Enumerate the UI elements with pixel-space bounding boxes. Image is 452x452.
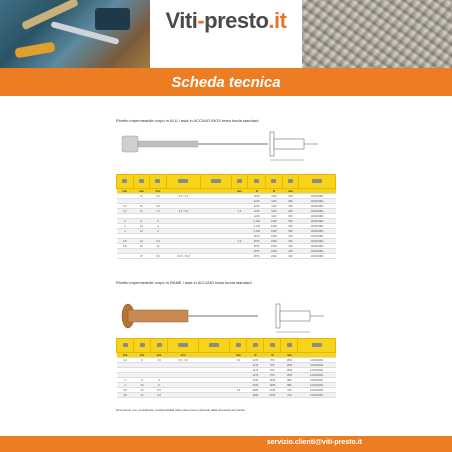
table-cell: 2320 — [266, 249, 283, 254]
table-cell: 1900 — [266, 219, 283, 224]
table-cell: 4 — [117, 378, 134, 383]
unit-cell: mm — [231, 189, 248, 194]
table-cell: 11 — [150, 244, 167, 249]
header-photo-tools — [0, 0, 150, 68]
table-cell: 4 — [117, 219, 134, 224]
page-title: Scheda tecnica — [171, 73, 281, 91]
brand-second: presto — [204, 8, 269, 33]
table-cell: 1201100R1 — [299, 249, 336, 254]
table-cell: 1201100R1 — [298, 393, 336, 398]
table-cell: 1110 — [266, 214, 283, 219]
unit-cell: mm — [281, 353, 298, 358]
table-cell: 8 — [133, 219, 150, 224]
table-cell: 6,5 — [151, 388, 168, 393]
table-cell: 1201100R1 — [299, 239, 336, 244]
table-cell: 4,9 — [231, 239, 248, 244]
table-cell: 3870 — [248, 234, 266, 239]
unit-cell: mm — [282, 189, 299, 194]
table-cell: 10 — [133, 224, 150, 229]
col-diameter-icon — [117, 175, 134, 189]
table-cell: 1201100R1 — [299, 244, 336, 249]
table-cell: 1201100R1 — [299, 254, 336, 259]
table-row — [117, 254, 336, 259]
table-cell: 230 — [282, 234, 299, 239]
table-cell: 870 — [264, 373, 281, 378]
unit-cell: mm — [134, 353, 151, 358]
table-cell: 1240 — [248, 209, 266, 214]
table-cell: 1201100R1 — [299, 224, 336, 229]
table-cell — [231, 254, 248, 259]
table-cell: 2190 — [264, 388, 281, 393]
table-cell: 960 — [282, 214, 299, 219]
table-cell: 7,0 — [150, 209, 167, 214]
unit-cell: N — [248, 189, 266, 194]
table-cell — [168, 393, 199, 398]
table-cell: 4,8 — [117, 244, 134, 249]
table-cell: 8 — [134, 378, 151, 383]
section1-title: Rivetto impermeabile corpo in ALU / asta in ACCIAIO INOX testa tonda standard — [116, 118, 259, 123]
table-cell: 230 — [282, 244, 299, 249]
table-cell: 960 — [282, 219, 299, 224]
footer-email-link[interactable]: servizio.clienti@viti-presto.it — [266, 439, 362, 446]
table-cell: 230 — [282, 239, 299, 244]
table-cell — [117, 254, 134, 259]
table-cell: 960 — [282, 229, 299, 234]
table-cell: 6 — [150, 229, 167, 234]
table-cell: 4,8 — [117, 239, 134, 244]
table-cell: 960 — [282, 224, 299, 229]
table-cell: 3870 — [248, 249, 266, 254]
table-cell: 1900 — [266, 229, 283, 234]
table-cell: 880 — [281, 378, 298, 383]
section1-table — [116, 174, 336, 259]
header-photo-screws — [302, 0, 452, 68]
table-cell: 4,5 — [150, 194, 167, 199]
table-cell: 1110 — [266, 194, 283, 199]
table-cell: 1110 — [266, 209, 283, 214]
table-cell: 8,0 — [150, 254, 167, 259]
table-cell: 4,8 — [117, 388, 134, 393]
table-cell: 4 — [117, 229, 134, 234]
table-cell: 960 — [282, 194, 299, 199]
unit-cell: N — [266, 189, 283, 194]
table-cell: 870 — [264, 368, 281, 373]
col-shear-icon — [247, 339, 264, 353]
table-cell: 1270 — [247, 358, 264, 363]
unit-cell: N — [247, 353, 264, 358]
table-cell: 1110 — [266, 199, 283, 204]
table-cell: 2190 — [264, 393, 281, 398]
table-cell: 960 — [282, 199, 299, 204]
col-length-icon — [133, 175, 150, 189]
table-cell: 1201100R1 — [298, 358, 336, 363]
table-cell: 1240 — [248, 204, 266, 209]
section2-table-body — [117, 358, 336, 398]
col-tensile-icon — [266, 175, 283, 189]
table-cell: 8 — [134, 358, 151, 363]
col-length-icon — [134, 339, 151, 353]
unit-cell: mm — [151, 353, 168, 358]
table-cell: 6,5 — [150, 239, 167, 244]
table-cell: 11 — [133, 209, 150, 214]
table-cell: 0,5 - 3,0 — [168, 358, 199, 363]
col-head-icon — [150, 175, 167, 189]
brand-dash: - — [197, 8, 205, 33]
table-cell: 3,3 — [231, 209, 248, 214]
table-cell: 1201100R1 — [299, 234, 336, 239]
table-cell: 6,5 — [151, 393, 168, 398]
table-cell: 230 — [282, 249, 299, 254]
unit-cell: mm — [168, 353, 199, 358]
table-cell: 1201100R1 — [299, 194, 336, 199]
table-cell: 1201100R1 — [299, 204, 336, 209]
table-cell: 3,2 — [117, 209, 134, 214]
table-cell: 12 — [134, 393, 151, 398]
disclaimer-text: Documento non contrattuale, la disponibilità delle varie misure dipende dalla domanda del cliente. — [116, 408, 246, 412]
table-cell: 6 — [150, 224, 167, 229]
section2-table — [116, 338, 336, 398]
col-diameter-icon — [117, 339, 134, 353]
table-cell: 1201100R1 — [298, 373, 336, 378]
table-cell: 1201100R1 — [298, 383, 336, 388]
table-cell: 1201100R1 — [299, 199, 336, 204]
unit-cell: mm — [117, 353, 134, 358]
table-cell: 2,130 — [248, 224, 266, 229]
table-cell: 3,2 — [117, 358, 134, 363]
table-cell: 870 — [264, 363, 281, 368]
table-cell: 4,5 - 6,0 — [166, 209, 200, 214]
table-cell: 3280 — [247, 393, 264, 398]
table-cell: 1500 — [281, 358, 298, 363]
table-cell: 1270 — [247, 368, 264, 373]
unit-cell: mm — [150, 189, 167, 194]
table-cell — [199, 393, 230, 398]
table-cell: 1270 — [247, 363, 264, 368]
table-cell: 27 — [133, 254, 150, 259]
table-cell: 3,2 — [117, 204, 134, 209]
col-pack-icon — [282, 175, 299, 189]
col-code-icon — [298, 339, 336, 353]
table-cell: 2,130 — [248, 219, 266, 224]
unit-cell: mm — [133, 189, 150, 194]
table-cell: 1201100R1 — [299, 219, 336, 224]
table-cell: 1480 — [264, 383, 281, 388]
table-cell: 1500 — [281, 373, 298, 378]
table-cell: 1201100R1 — [299, 229, 336, 234]
table-cell — [201, 254, 231, 259]
brand-main: Viti — [165, 8, 198, 33]
table-cell: 3280 — [247, 388, 264, 393]
table-cell: 2320 — [266, 234, 283, 239]
brand-tld: .it — [268, 8, 287, 33]
table-cell: 16 — [133, 244, 150, 249]
table-cell: 3870 — [248, 244, 266, 249]
table-cell: 1201100R1 — [298, 378, 336, 383]
col-tensile-icon — [264, 339, 281, 353]
table-cell: 2320 — [266, 239, 283, 244]
col-pack-icon — [281, 339, 298, 353]
table-cell: 6 — [151, 383, 168, 388]
table-cell: 230 — [281, 393, 298, 398]
table-cell: 960 — [282, 209, 299, 214]
table-cell: 1270 — [247, 373, 264, 378]
rivet-copper-drawing — [116, 288, 326, 338]
table-cell: 15,0 - 15,0 — [166, 254, 200, 259]
table-cell: 5 — [151, 378, 168, 383]
table-cell: 1201100R1 — [299, 214, 336, 219]
col-head-icon — [151, 339, 168, 353]
table-cell: 4,9 — [230, 388, 247, 393]
table-cell: 12 — [133, 239, 150, 244]
table-cell: 4 — [117, 224, 134, 229]
table-cell: 2190 — [247, 378, 264, 383]
table-cell: 1110 — [266, 204, 283, 209]
table-cell: 6,0 — [150, 204, 167, 209]
section2-title: Rivetto impermeabile corpo in RAME / asta in ACCIAIO testa tonda standard — [116, 280, 252, 285]
table-cell: 1500 — [281, 363, 298, 368]
unit-cell: mm — [230, 353, 247, 358]
table-cell: 1240 — [248, 214, 266, 219]
table-cell: 1201100R1 — [298, 388, 336, 393]
table-cell: 0,5 - 2,0 — [166, 194, 200, 199]
rivet-alu-drawing — [120, 124, 320, 174]
table-cell: 4,5 — [151, 358, 168, 363]
table-cell: 1201100R1 — [298, 368, 336, 373]
col-rivet-icon — [199, 339, 230, 353]
table-row — [117, 393, 336, 398]
table-cell: 880 — [281, 383, 298, 388]
col-rivet-icon — [201, 175, 231, 189]
table-cell: 960 — [282, 204, 299, 209]
table-cell: 230 — [282, 254, 299, 259]
table-cell: 1201100R1 — [299, 209, 336, 214]
table-cell: 2320 — [266, 244, 283, 249]
table-cell: 4 — [117, 383, 134, 388]
table-cell — [230, 393, 247, 398]
table-cell: 2,130 — [248, 229, 266, 234]
col-hole-icon — [231, 175, 248, 189]
table-cell: 870 — [264, 358, 281, 363]
table-cell: 10 — [134, 388, 151, 393]
section1-table-body — [117, 194, 336, 259]
table-cell: 8 — [133, 194, 150, 199]
header — [0, 0, 452, 68]
table-cell: 5 — [150, 219, 167, 224]
col-code-icon — [299, 175, 336, 189]
col-grip-icon — [166, 175, 200, 189]
table-cell: 1500 — [281, 368, 298, 373]
col-hole-icon — [230, 339, 247, 353]
table-cell: 1900 — [266, 224, 283, 229]
table-cell: 1240 — [248, 199, 266, 204]
footer — [0, 436, 452, 452]
table-cell: 1201100R1 — [298, 363, 336, 368]
table-cell: 1240 — [248, 194, 266, 199]
table-cell: 12 — [133, 229, 150, 234]
table-cell: 230 — [281, 388, 298, 393]
table-cell: 10 — [133, 204, 150, 209]
table-cell: 3870 — [248, 239, 266, 244]
unit-cell: mm — [117, 189, 134, 194]
table-cell: 3,3 — [230, 358, 247, 363]
table-cell: 2320 — [266, 254, 283, 259]
brand-logo — [150, 8, 302, 34]
col-grip-icon — [168, 339, 199, 353]
table-cell: 4,8 — [117, 393, 134, 398]
table-cell: 3870 — [248, 254, 266, 259]
table-cell: 1480 — [264, 378, 281, 383]
table-cell: 2190 — [247, 383, 264, 388]
col-shear-icon — [248, 175, 266, 189]
table-cell: 10 — [134, 383, 151, 388]
title-banner — [0, 68, 452, 96]
unit-cell: N — [264, 353, 281, 358]
